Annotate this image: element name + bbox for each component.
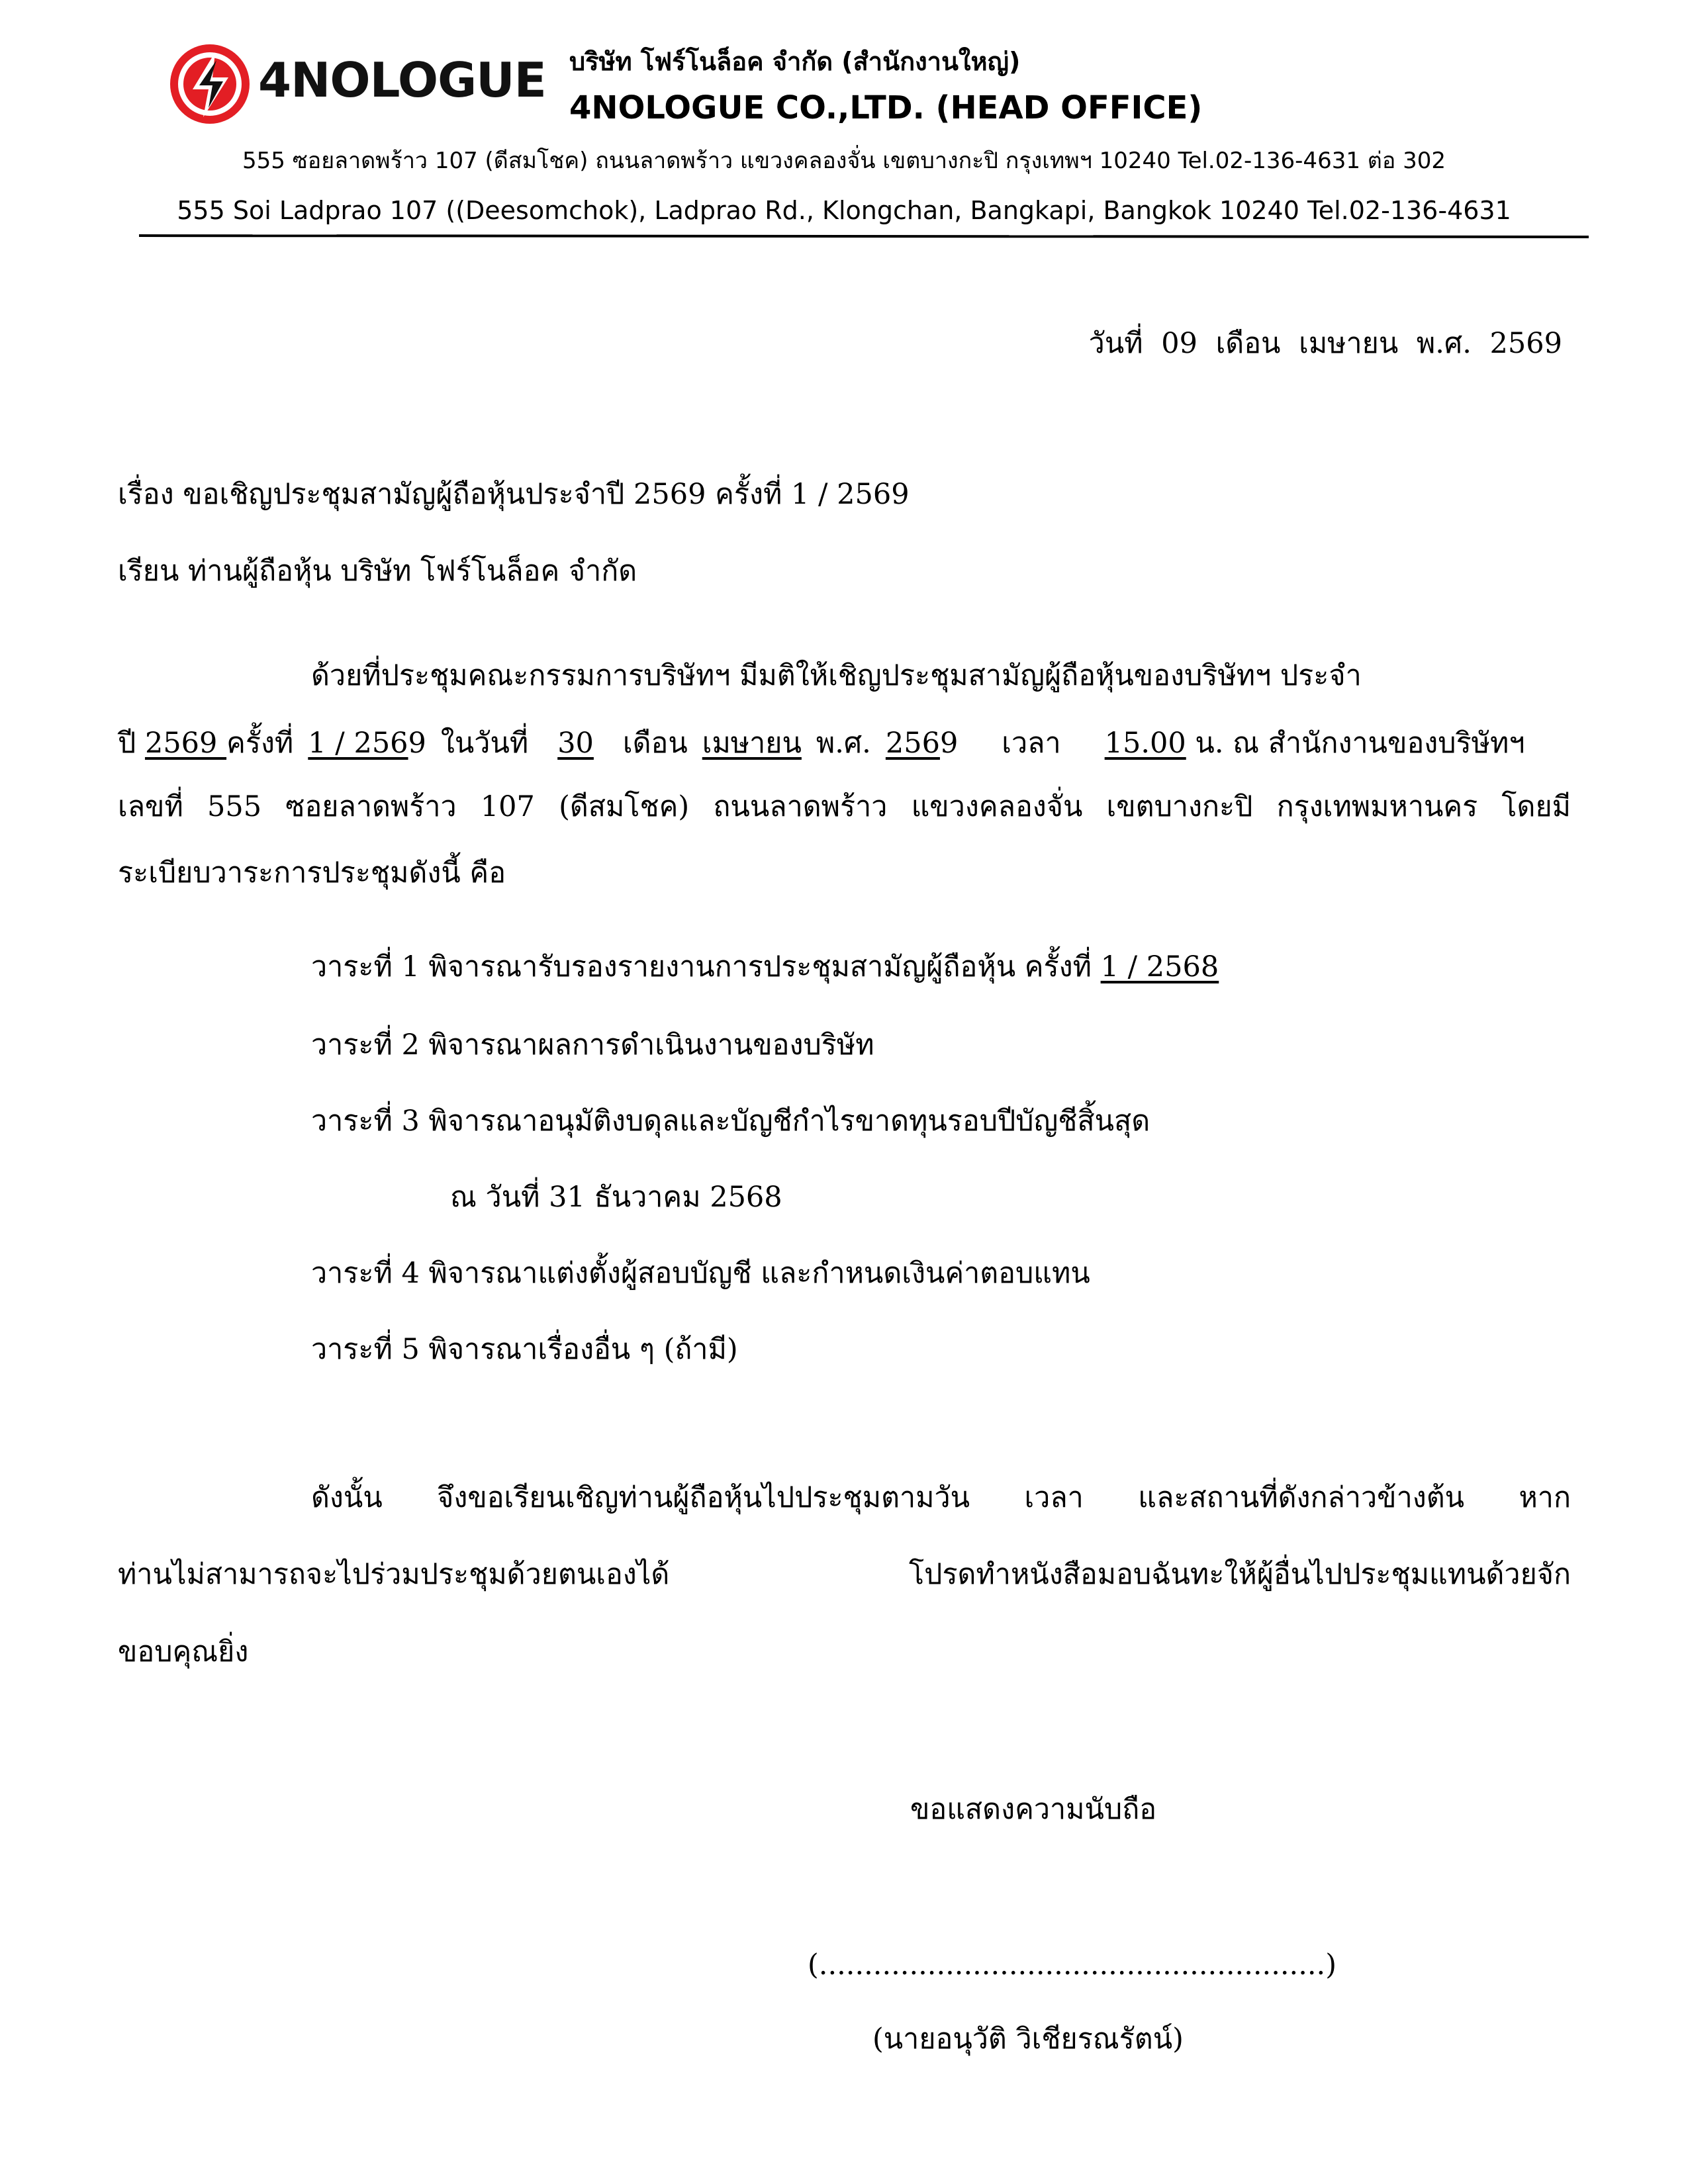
meeting-month: เมษายน [702,727,802,760]
agenda-item-5: วาระที่ 5 พิจารณาเรื่องอื่น ๆ (ถ้ามี) [311,1333,738,1366]
paragraph2-line3: ขอบคุณยิ่ง [118,1635,249,1668]
paragraph1-line4: ระเบียบวาระการประชุมดังนี้ คือ [118,856,506,889]
paragraph2-line1: ดังนั้น จึงขอเรียนเชิญท่านผู้ถือหุ้นไปประชุมตามวัน เวลา และสถานที่ดังกล่าวข้างต้น หาก [311,1481,1571,1514]
meeting-year: 2569 [144,727,227,760]
paragraph1-line1: ด้วยที่ประชุมคณะกรรมการบริษัทฯ มีมติให้เชิญประชุมสามัญผู้ถือหุ้นของบริษัทฯ ประจำ [311,659,1362,692]
logo-mark-icon [169,43,252,126]
company-name-thai: บริษัท โฟร์โนล็อค จำกัด (สำนักงานใหญ่) [569,47,1021,76]
company-logo [169,43,546,122]
meeting-be-year: 256 [885,727,940,760]
paragraph1-line3: เลขที่ 555 ซอยลาดพร้าว 107 (ดีสมโชค) ถนนลาดพร้าว แขวงคลองจั่น เขตบางกะปิ กรุงเทพมหานคร โดยมี [118,790,1571,823]
agenda-item-3: วาระที่ 3 พิจารณาอนุมัติงบดุลและบัญชีกำไรขาดทุนรอบปีบัญชีสิ้นสุด [311,1105,1150,1138]
agenda-item-1: วาระที่ 1 พิจารณารับรองรายงานการประชุมสามัญผู้ถือหุ้น ครั้งที่ 1 / 2568 [311,950,1219,983]
address-english: 555 Soi Ladprao 107 ((Deesomchok), Ladprao Rd., Klongchan, Bangkapi, Bangkok 10240 Tel.02-136-4631 [177,196,1511,225]
letter-recipient: เรียน ท่านผู้ถือหุ้น บริษัท โฟร์โนล็อค จำกัด [118,555,637,588]
header-divider [139,234,1589,238]
meeting-round: 1 / 256 [308,727,408,760]
previous-meeting-ref: 1 / 2568 [1100,950,1219,983]
closing-salutation: ขอแสดงความนับถือ [910,1793,1157,1826]
letter-date: วันที่ 09 เดือน เมษายน พ.ศ. 2569 [1088,327,1562,360]
signer-name: (นายอนุวัติ วิเชียรณรัตน์) [872,2023,1184,2056]
company-name-english: 4NOLOGUE CO.,LTD. (HEAD OFFICE) [569,89,1203,126]
agenda-item-4: วาระที่ 4 พิจารณาแต่งตั้งผู้สอบบัญชี และกำหนดเงินค่าตอบแทน [311,1257,1090,1290]
signature-line: (........................................................) [808,1948,1336,1981]
agenda-item-3-continued: ณ วันที่ 31 ธันวาคม 2568 [450,1181,782,1214]
paragraph1-line2: ปี 2569 ครั้งที่ 1 / 2569 ในวันที่ 30 เดือน เมษายน พ.ศ. 2569 เวลา 15.00 น. ณ สำนักงานของบริษัทฯ [118,727,1525,760]
letter-subject: เรื่อง ขอเชิญประชุมสามัญผู้ถือหุ้นประจำปี 2569 ครั้งที่ 1 / 2569 [118,478,910,511]
meeting-day: 30 [557,727,594,760]
logo-wordmark: 4NOLOGUE [258,52,546,108]
address-thai: 555 ซอยลาดพร้าว 107 (ดีสมโชค) ถนนลาดพร้าว แขวงคลองจั่น เขตบางกะปิ กรุงเทพฯ 10240 Tel.02-136-4631 ต่อ 302 [242,148,1446,174]
meeting-time: 15.00 [1104,727,1186,760]
agenda-item-2: วาระที่ 2 พิจารณาผลการดำเนินงานของบริษัท [311,1028,874,1062]
paragraph2-line2: ท่านไม่สามารถจะไปร่วมประชุมด้วยตนเองได้ โปรดทำหนังสือมอบฉันทะให้ผู้อื่นไปประชุมแทนด้วยจัก [118,1558,1571,1591]
